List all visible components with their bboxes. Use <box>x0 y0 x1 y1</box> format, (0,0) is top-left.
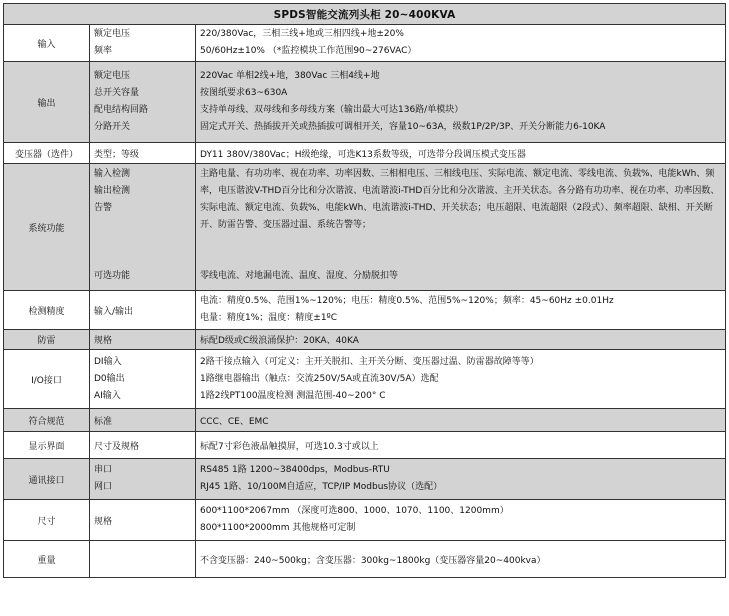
value-serial: RS485 1路 1200~38400dps，Modbus-RTU <box>200 465 390 475</box>
values-io <box>196 350 726 409</box>
category-system: 系统功能 <box>4 164 90 291</box>
category-output: 输出 <box>4 62 90 143</box>
param-display: 尺寸及规格 <box>90 432 196 459</box>
params-comm <box>90 459 196 500</box>
param-rated-voltage: 额定电压 <box>94 29 131 39</box>
row-io <box>4 350 726 409</box>
value-network: RJ45 1路、10/100M自适应，TCP/IP Modbus协议（选配） <box>200 482 443 492</box>
param-di-input: DI输入 <box>94 356 122 367</box>
values-system <box>196 164 726 291</box>
value-do-output: 1路继电器输出（触点：交流250V/5A或直流30V/5A）选配 <box>200 373 439 384</box>
value-input-frequency: 50/60Hz±10% （*监控模块工作范围90~276VAC） <box>200 46 417 56</box>
category-size: 尺寸 <box>4 500 90 541</box>
category-standard: 符合规范 <box>4 409 90 432</box>
value-weight: 不含变压器：240~500kg；含变压器：300kg~1800kg（变压器容量20~400kva） <box>196 541 726 578</box>
params-output <box>90 62 196 143</box>
value-distribution: 支持单母线、双母线和多母线方案（输出最大可达136路/单模块） <box>200 105 464 115</box>
value-di-input: 2路干接点输入（可定义：主开关脱扣、主开关分断、变压器过温、防雷器故障等等） <box>200 356 539 367</box>
row-display <box>4 432 726 459</box>
row-comm <box>4 459 726 500</box>
param-do-output: D0输出 <box>94 373 125 384</box>
category-display: 显示界面 <box>4 432 90 459</box>
params-input <box>90 25 196 62</box>
row-input <box>4 25 726 62</box>
category-io: I/O接口 <box>4 350 90 409</box>
param-transformer: 类型；等级 <box>90 143 196 164</box>
param-lightning: 规格 <box>90 330 196 350</box>
category-transformer: 变压器（选件） <box>4 143 90 164</box>
param-alarm: 告警 <box>94 203 113 213</box>
param-accuracy: 输入/输出 <box>90 291 196 330</box>
row-system <box>4 164 726 291</box>
value-transformer: DY11 380V/380Vac；H级绝缘，可选K13系数等级，可选带分段调压模式变压器 <box>196 143 726 164</box>
param-optional: 可选功能 <box>94 271 131 281</box>
value-standard: CCC、CE、EMC <box>196 409 726 432</box>
value-display: 标配7寸彩色液晶触摸屏，可选10.3寸或以上 <box>196 432 726 459</box>
value-main-switch: 按图纸要求63~630A <box>200 88 288 98</box>
value-size-custom: 800*1100*2000mm 其他规格可定制 <box>200 523 356 533</box>
param-input-detection: 输入检测 <box>94 169 131 179</box>
values-input <box>196 25 726 62</box>
category-input: 输入 <box>4 25 90 62</box>
row-lightning <box>4 330 726 350</box>
row-output <box>4 62 726 143</box>
param-distribution: 配电结构回路 <box>94 105 149 115</box>
value-input-voltage: 220/380Vac，三相三线+地或三相四线+地±20% <box>200 29 404 39</box>
category-comm: 通讯接口 <box>4 459 90 500</box>
params-io <box>90 350 196 409</box>
value-accuracy-energy: 电量：精度1%；温度：精度±1ºC <box>200 313 338 323</box>
param-size: 规格 <box>90 500 196 541</box>
value-system-functions: 主路电量、有功功率、视在功率、功率因数、三相相电压、三相线电压、实际电流、额定电流、零线电流、负载%、电能kWh、频率，电压谐波V-THD百分比和分次谐波、电流谐波i-THD百分比和分次谐波、主开关状态。各分路有功功率、视在功率、功率因数、实际电流、额定电流、负载%、电能kWh、电流谐波i-THD、开关状态；电压超限、电流超限（2段式）、频率超限、缺相、开关断开、防雷告警、变压器过温、系统告警等； <box>200 169 720 230</box>
param-output-voltage: 额定电压 <box>94 71 131 81</box>
value-accuracy-electrical: 电流：精度0.5%、范围1%~120%；电压：精度0.5%、范围5%~120%；频率：45~60Hz ±0.01Hz <box>200 296 614 306</box>
value-ai-input: 1路2线PT100温度检测 测温范围-40~200° C <box>200 390 386 401</box>
category-accuracy: 检测精度 <box>4 291 90 330</box>
row-size <box>4 500 726 541</box>
value-optional-functions: 零线电流、对地漏电流、温度、湿度、分励脱扣等 <box>200 271 399 281</box>
values-size <box>196 500 726 541</box>
param-frequency: 频率 <box>94 46 113 56</box>
row-transformer <box>4 143 726 164</box>
value-output-voltage: 220Vac 单相2线+地，380Vac 三相4线+地 <box>200 71 380 81</box>
category-weight: 重量 <box>4 541 90 578</box>
values-accuracy <box>196 291 726 330</box>
param-main-switch: 总开关容量 <box>94 88 140 98</box>
values-comm <box>196 459 726 500</box>
param-output-detection: 输出检测 <box>94 186 131 196</box>
param-weight <box>90 541 196 578</box>
values-output <box>196 62 726 143</box>
params-system <box>90 164 196 291</box>
table-title: SPDS智能交流列头柜 20~400KVA <box>4 4 726 25</box>
param-ai-input: AI输入 <box>94 390 121 401</box>
row-weight <box>4 541 726 578</box>
param-serial: 串口 <box>94 465 113 475</box>
row-standard <box>4 409 726 432</box>
value-branch-switch: 固定式开关、热插拔开关或热插拔可调相开关，容量10~63A，级数1P/2P/3P、开关分断能力6-10KA <box>200 122 606 132</box>
param-branch-switch: 分路开关 <box>94 122 131 132</box>
value-size-standard: 600*1100*2067mm （深度可选800、1000、1070、1100、1200mm） <box>200 506 509 516</box>
title-row <box>4 4 726 25</box>
value-lightning: 标配D级或C级浪涌保护：20KA、40KA <box>196 330 726 350</box>
category-lightning: 防雷 <box>4 330 90 350</box>
spec-table <box>3 3 726 578</box>
param-network: 网口 <box>94 482 113 492</box>
row-accuracy <box>4 291 726 330</box>
param-standard: 标准 <box>90 409 196 432</box>
